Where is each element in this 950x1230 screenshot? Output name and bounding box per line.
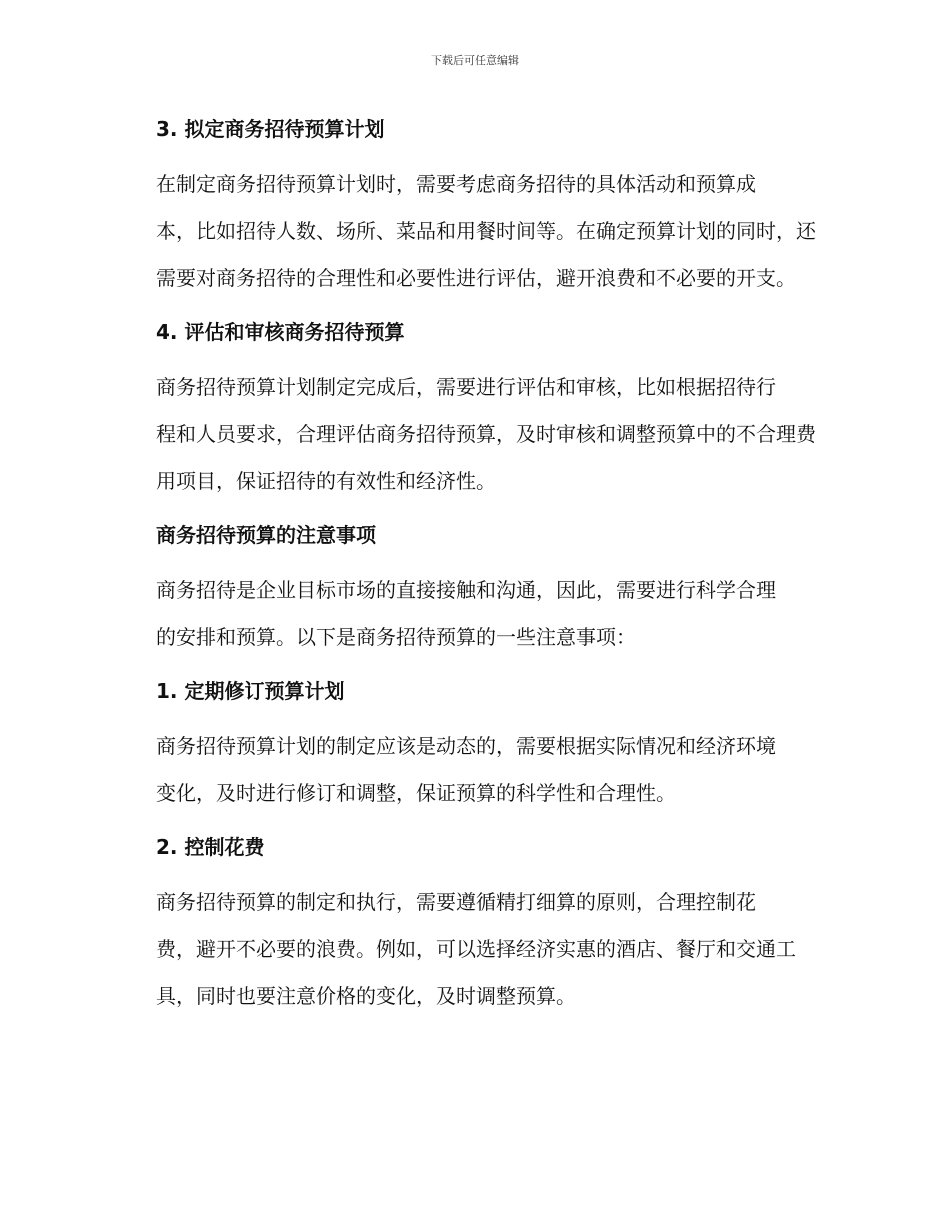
paragraph-line: 本，比如招待人数、场所、菜品和用餐时间等。在确定预算计划的同时，还	[156, 219, 816, 243]
paragraph	[112, 364, 832, 505]
paragraph-line: 商务招待预算计划的制定应该是动态的，需要根据实际情况和经济环境	[156, 734, 776, 758]
section-heading: 3. 拟定商务招待预算计划	[156, 117, 385, 141]
paragraph	[112, 879, 832, 1020]
paragraph	[112, 723, 832, 817]
paragraph	[112, 567, 832, 661]
paragraph-line: 程和人员要求，合理评估商务招待预算，及时审核和调整预算中的不合理费	[156, 422, 816, 446]
paragraph-line: 商务招待是企业目标市场的直接接触和沟通，因此，需要进行科学合理	[156, 578, 776, 602]
paragraph-line: 商务招待预算的制定和执行，需要遵循精打细算的原则，合理控制花	[156, 890, 756, 914]
paragraph-line: 变化，及时进行修订和调整，保证预算的科学性和合理性。	[156, 781, 676, 805]
section-heading: 2. 控制花费	[156, 835, 265, 859]
document-body	[112, 111, 832, 1032]
paragraph	[112, 161, 832, 302]
paragraph-line: 具，同时也要注意价格的变化，及时调整预算。	[156, 984, 576, 1008]
paragraph-line: 在制定商务招待预算计划时，需要考虑商务招待的具体活动和预算成	[156, 172, 756, 196]
paragraph-line: 商务招待预算计划制定完成后，需要进行评估和审核，比如根据招待行	[156, 375, 776, 399]
paragraph-line: 用项目，保证招待的有效性和经济性。	[156, 469, 496, 493]
section-heading: 4. 评估和审核商务招待预算	[156, 320, 405, 344]
paragraph-line: 需要对商务招待的合理性和必要性进行评估，避开浪费和不必要的开支。	[156, 266, 796, 290]
section-heading: 1. 定期修订预算计划	[156, 679, 345, 703]
page-header: 下载后可任意编辑	[431, 54, 519, 67]
paragraph-line: 的安排和预算。以下是商务招待预算的一些注意事项：	[156, 625, 636, 649]
paragraph-line: 费，避开不必要的浪费。例如，可以选择经济实惠的酒店、餐厅和交通工	[156, 937, 796, 961]
section-heading: 商务招待预算的注意事项	[156, 523, 376, 547]
